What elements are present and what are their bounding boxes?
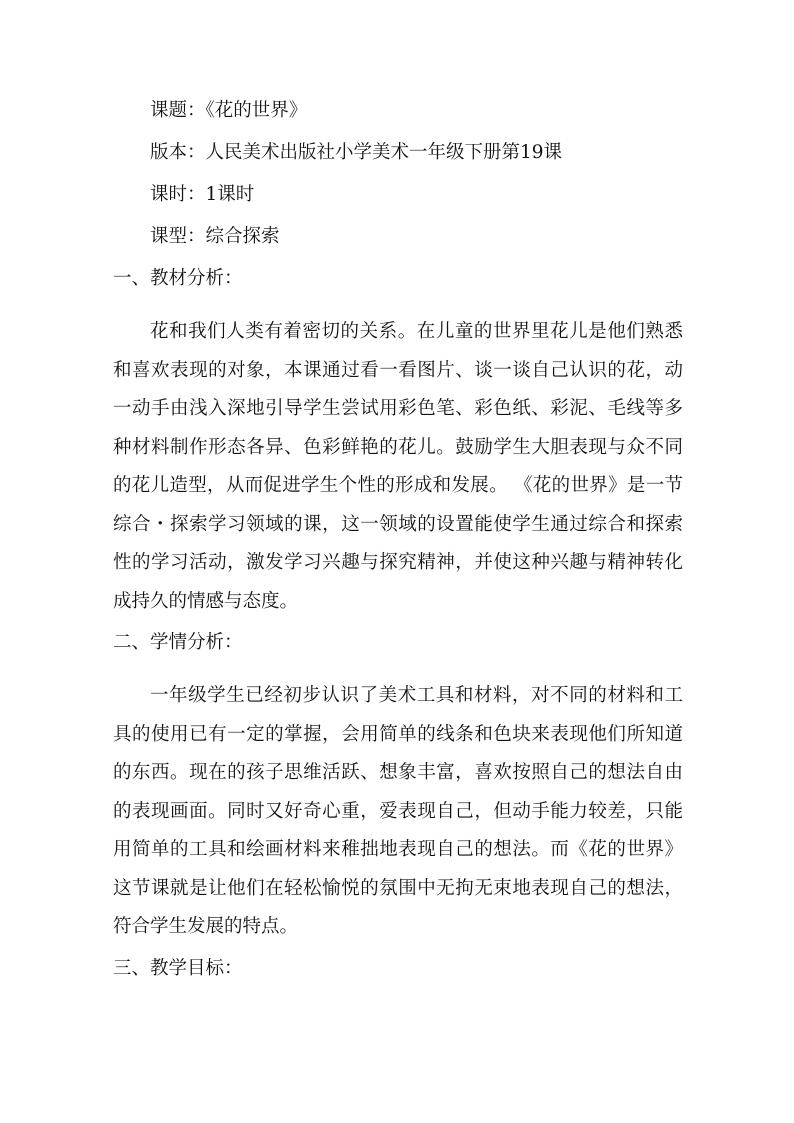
lesson-topic: 课题：《花的世界》: [150, 100, 308, 121]
lesson-type: 课型：综合探索: [150, 226, 280, 247]
lesson-hours: 课时：1课时: [150, 184, 255, 205]
section-heading-teaching-goals: 三、教学目标：: [113, 957, 243, 979]
lesson-edition: 版本：人民美术出版社小学美术一年级下册第19课: [150, 142, 563, 163]
section-heading-student-analysis: 二、学情分析：: [113, 632, 243, 653]
section-body-textbook-analysis: 花和我们人类有着密切的关系。在儿童的世界里花儿是他们熟悉和喜欢表现的对象，本课通过看一看图片、谈一谈自己认识的花，动一动手由浅入深地引导学生尝试用彩色笔、彩色纸、彩泥、毛线等多种材料制作形态各异、色彩鲜艳的花儿。鼓励学生大胆表现与众不同的花儿造型，从而促进学生个性的形成和发展。 《花的世界》是一节综合・探索学习领域的课，这一领域的设置能使学生通过综合和探索性的学习活动，激发学习兴趣与探究精神，并使这种兴趣与精神转化成持久的情感与态度。: [113, 321, 683, 612]
section-heading-textbook-analysis: 一、教材分析：: [113, 268, 243, 289]
section-body-student-analysis: 一年级学生已经初步认识了美术工具和材料，对不同的材料和工具的使用已有一定的掌握，会用简单的线条和色块来表现他们所知道的东西。现在的孩子思维活跃、想象丰富，喜欢按照自己的想法自由的表现画面。同时又好奇心重，爱表现自己，但动手能力较差，只能用简单的工具和绘画材料来稚拙地表现自己的想法。而《花的世界》这节课就是让他们在轻松愉悦的氛围中无拘无束地表现自己的想法，符合学生发展的特点。: [113, 685, 683, 937]
lesson-plan-content: [113, 95, 683, 993]
